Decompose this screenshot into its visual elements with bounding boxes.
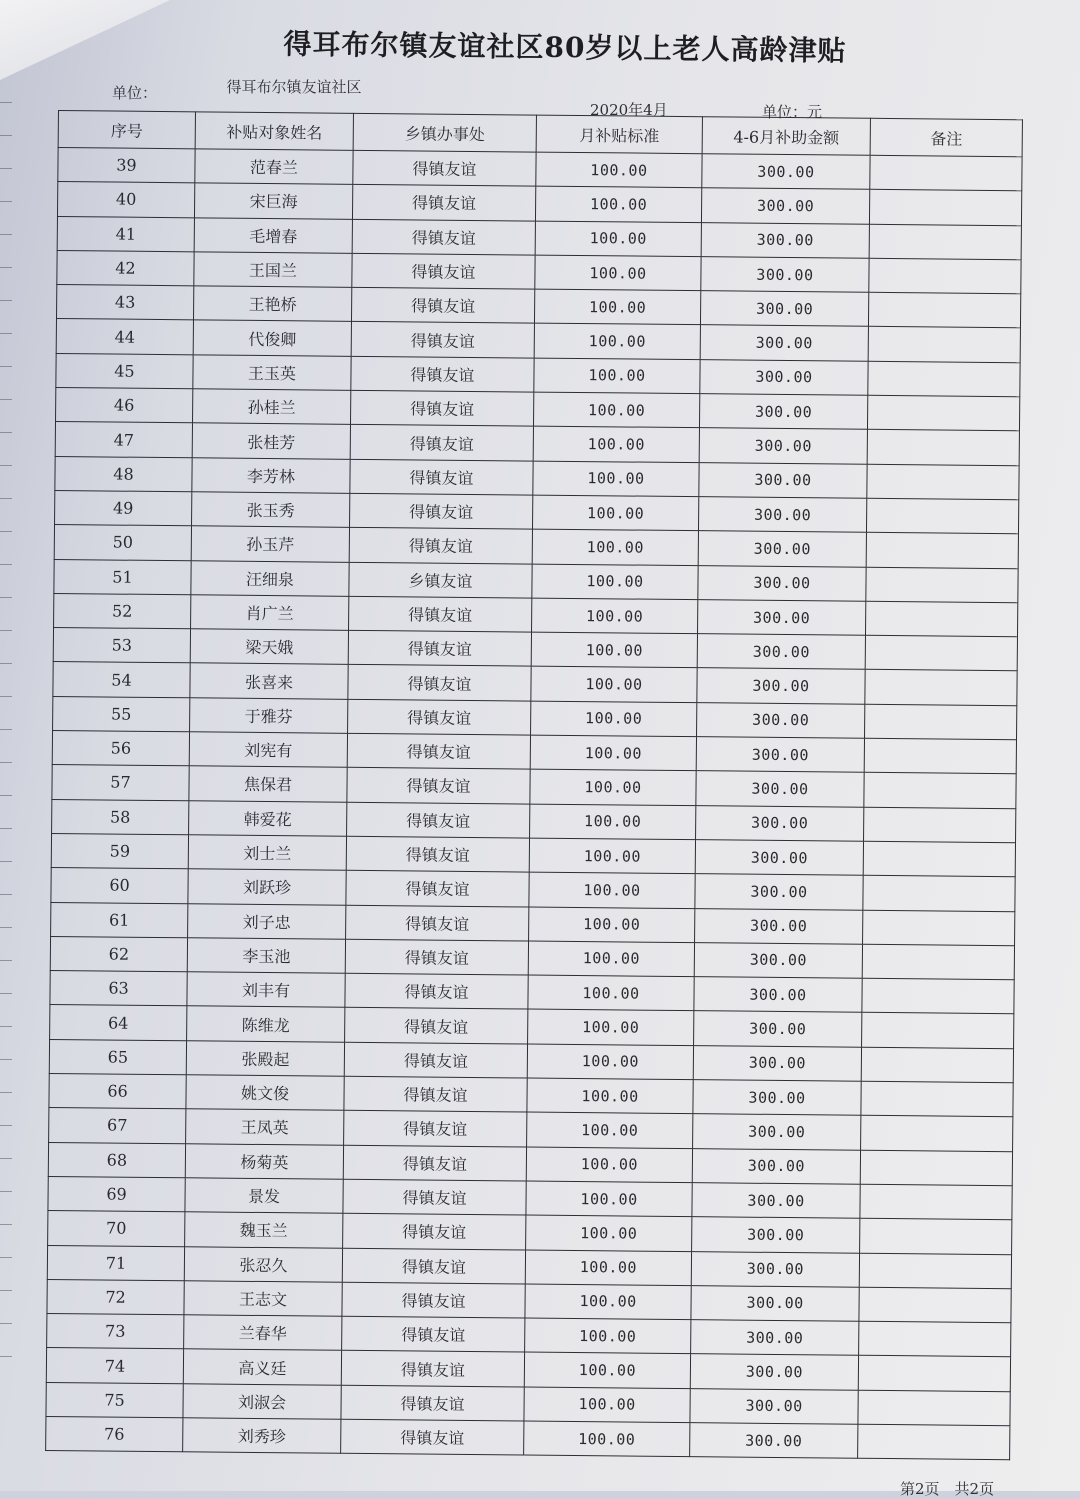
cell-quarter-amount: 300.00 [692,1148,860,1184]
cell-monthly-standard: 100.00 [534,358,700,394]
cell-monthly-standard: 100.00 [528,975,694,1011]
cell-seq: 53 [53,628,190,664]
cell-quarter-amount: 300.00 [695,908,863,944]
cell-monthly-standard: 100.00 [524,1387,690,1423]
cell-seq: 61 [51,902,188,938]
cell-remarks [860,1218,1012,1254]
cell-remarks [869,190,1021,226]
cell-monthly-standard: 100.00 [525,1284,691,1320]
header-monthly-standard: 月补贴标准 [536,115,702,154]
cell-remarks [862,978,1014,1014]
cell-seq: 72 [47,1279,184,1315]
cell-quarter-amount: 300.00 [691,1285,859,1321]
cell-office: 乡镇友谊 [349,562,532,598]
unit-value: 得耳布尔镇友谊社区 [226,78,362,96]
cell-seq: 71 [47,1245,184,1281]
cell-office: 得镇友谊 [353,150,536,186]
cell-remarks [860,1184,1012,1220]
cell-name: 梁天娥 [190,629,348,665]
cell-office: 得镇友谊 [344,1111,527,1147]
cell-name: 张殿起 [186,1040,344,1076]
cell-quarter-amount: 300.00 [699,394,867,430]
cell-seq: 54 [53,662,190,698]
cell-name: 焦保君 [189,766,347,802]
cell-quarter-amount: 300.00 [698,565,866,601]
cell-remarks [861,1047,1013,1083]
cell-office: 得镇友谊 [350,390,533,426]
cell-remarks [864,773,1016,809]
cell-office: 得镇友谊 [344,1042,527,1078]
cell-quarter-amount: 300.00 [697,702,865,738]
cell-remarks [861,1116,1013,1152]
cell-office: 得镇友谊 [344,1076,527,1112]
cell-office: 得镇友谊 [348,699,531,735]
cell-quarter-amount: 300.00 [701,257,869,293]
cell-monthly-standard: 100.00 [535,221,701,257]
cell-seq: 59 [51,833,188,869]
cell-monthly-standard: 100.00 [530,769,696,805]
cell-seq: 46 [56,388,193,424]
cell-name: 于雅芬 [190,698,348,734]
cell-remarks [870,155,1022,191]
cell-monthly-standard: 100.00 [531,701,697,737]
cell-office: 得镇友谊 [341,1385,524,1421]
cell-remarks [869,224,1021,260]
cell-quarter-amount: 300.00 [702,154,870,190]
cell-office: 得镇友谊 [348,630,531,666]
cell-quarter-amount: 300.00 [694,977,862,1013]
cell-name: 肖广兰 [191,595,349,631]
cell-remarks [868,361,1020,397]
cell-office: 得镇友谊 [342,1248,525,1284]
cell-monthly-standard: 100.00 [526,1181,692,1217]
cell-quarter-amount: 300.00 [696,771,864,807]
cell-seq: 68 [48,1142,185,1178]
cell-name: 刘子忠 [188,903,346,939]
cell-seq: 63 [50,971,187,1007]
cell-name: 刘宪有 [189,732,347,768]
cell-name: 刘士兰 [188,835,346,871]
cell-monthly-standard: 100.00 [535,255,701,291]
cell-monthly-standard: 100.00 [527,1044,693,1080]
cell-quarter-amount: 300.00 [697,668,865,704]
cell-monthly-standard: 100.00 [529,838,695,874]
cell-monthly-standard: 100.00 [528,941,694,977]
table-body [46,148,1022,1460]
currency-unit: 单位：元 [762,103,823,121]
cell-seq: 58 [52,799,189,835]
cell-remarks [866,498,1018,534]
cell-quarter-amount: 300.00 [694,1011,862,1047]
cell-office: 得镇友谊 [345,1008,528,1044]
cell-quarter-amount: 300.00 [690,1388,858,1424]
cell-seq: 69 [48,1176,185,1212]
subsidy-table [45,110,1023,1460]
cell-quarter-amount: 300.00 [696,805,864,841]
cell-remarks [867,395,1019,431]
cell-office: 得镇友谊 [348,665,531,701]
cell-quarter-amount: 300.00 [700,325,868,361]
cell-monthly-standard: 100.00 [528,1009,694,1045]
cell-monthly-standard: 100.00 [532,564,698,600]
cell-office: 得镇友谊 [351,288,534,324]
cell-monthly-standard: 100.00 [536,152,702,188]
header-office: 乡镇办事处 [353,113,536,152]
cell-remarks [868,327,1020,363]
cell-name: 刘丰有 [187,972,345,1008]
cell-office: 得镇友谊 [350,459,533,495]
cell-remarks [860,1150,1012,1186]
folded-corner [0,0,170,80]
cell-monthly-standard: 100.00 [530,804,696,840]
cell-name: 范春兰 [195,149,353,185]
cell-remarks [866,533,1018,569]
cell-quarter-amount: 300.00 [695,874,863,910]
cell-remarks [865,670,1017,706]
cell-monthly-standard: 100.00 [531,632,697,668]
cell-office: 得镇友谊 [349,596,532,632]
cell-monthly-standard: 100.00 [533,461,699,497]
cell-quarter-amount: 300.00 [699,462,867,498]
header-remarks: 备注 [870,118,1022,156]
cell-quarter-amount: 300.00 [695,840,863,876]
cell-name: 杨菊英 [185,1143,343,1179]
cell-remarks [865,635,1017,671]
cell-name: 张桂芳 [192,423,350,459]
cell-seq: 75 [46,1382,183,1418]
cell-seq: 48 [55,456,192,492]
cell-quarter-amount: 300.00 [701,222,869,258]
cell-name: 王凤英 [186,1109,344,1145]
cell-office: 得镇友谊 [351,322,534,358]
cell-seq: 49 [55,490,192,526]
report-date: 2020年4月 [590,101,668,119]
cell-name: 韩爱花 [189,800,347,836]
cell-seq: 62 [50,936,187,972]
cell-quarter-amount: 300.00 [700,291,868,327]
cell-monthly-standard: 100.00 [532,598,698,634]
cell-name: 宋巨海 [194,183,352,219]
cell-office: 得镇友谊 [345,939,528,975]
cell-name: 刘秀珍 [183,1418,341,1454]
cell-remarks [867,464,1019,500]
cell-name: 汪细泉 [191,560,349,596]
cell-remarks [861,1081,1013,1117]
cell-quarter-amount: 300.00 [693,1114,861,1150]
cell-quarter-amount: 300.00 [691,1320,859,1356]
cell-seq: 47 [55,422,192,458]
cell-remarks [859,1253,1011,1289]
cell-seq: 45 [56,353,193,389]
cell-remarks [869,258,1021,294]
cell-monthly-standard: 100.00 [525,1250,691,1286]
cell-monthly-standard: 100.00 [533,426,699,462]
cell-remarks [862,1013,1014,1049]
cell-remarks [863,910,1015,946]
cell-name: 张玉秀 [192,492,350,528]
cell-monthly-standard: 100.00 [534,324,700,360]
cell-name: 刘淑会 [183,1383,341,1419]
cell-office: 得镇友谊 [352,185,535,221]
cell-name: 高义廷 [183,1349,341,1385]
cell-seq: 76 [46,1416,183,1452]
cell-name: 代俊卿 [193,320,351,356]
cell-seq: 42 [57,250,194,286]
cell-monthly-standard: 100.00 [530,735,696,771]
cell-quarter-amount: 300.00 [693,1080,861,1116]
cell-name: 孙玉芹 [191,526,349,562]
cell-seq: 52 [54,593,191,629]
cell-monthly-standard: 100.00 [525,1318,691,1354]
cell-name: 孙桂兰 [192,389,350,425]
cell-name: 兰春华 [184,1315,342,1351]
cell-seq: 41 [57,216,194,252]
cell-seq: 64 [50,1005,187,1041]
cell-seq: 50 [54,525,191,561]
cell-quarter-amount: 300.00 [693,1045,861,1081]
cell-office: 得镇友谊 [352,253,535,289]
cell-quarter-amount: 300.00 [698,531,866,567]
cell-quarter-amount: 300.00 [690,1423,858,1459]
cell-remarks [859,1321,1011,1357]
cell-office: 得镇友谊 [342,1282,525,1318]
cell-name: 张忍久 [184,1246,342,1282]
cell-name: 陈维龙 [187,1006,345,1042]
cell-monthly-standard: 100.00 [527,1112,693,1148]
cell-monthly-standard: 100.00 [526,1147,692,1183]
cell-seq: 73 [47,1314,184,1350]
cell-office: 得镇友谊 [343,1145,526,1181]
document-title: 得耳布尔镇友谊社区80岁以上老人高龄津贴 [283,27,847,68]
cell-monthly-standard: 100.00 [529,872,695,908]
cell-monthly-standard: 100.00 [532,529,698,565]
cell-name: 景发 [185,1178,343,1214]
cell-quarter-amount: 300.00 [699,428,867,464]
cell-remarks [867,430,1019,466]
cell-office: 得镇友谊 [345,973,528,1009]
cell-office: 得镇友谊 [347,733,530,769]
cell-name: 李芳林 [192,457,350,493]
cell-name: 魏玉兰 [185,1212,343,1248]
cell-monthly-standard: 100.00 [524,1352,690,1388]
header-name: 补贴对象姓名 [195,112,353,151]
cell-name: 李玉池 [187,938,345,974]
cell-remarks [864,807,1016,843]
cell-monthly-standard: 100.00 [526,1215,692,1251]
cell-monthly-standard: 100.00 [527,1078,693,1114]
cell-quarter-amount: 300.00 [701,188,869,224]
cell-name: 张喜来 [190,663,348,699]
cell-seq: 70 [48,1211,185,1247]
cell-seq: 60 [51,868,188,904]
cell-seq: 67 [49,1108,186,1144]
cell-monthly-standard: 100.00 [529,907,695,943]
cell-remarks [858,1424,1010,1460]
cell-office: 得镇友谊 [352,219,535,255]
cell-office: 得镇友谊 [350,425,533,461]
cell-office: 得镇友谊 [343,1179,526,1215]
cell-quarter-amount: 300.00 [694,942,862,978]
cell-quarter-amount: 300.00 [690,1354,858,1390]
cell-quarter-amount: 300.00 [692,1183,860,1219]
cell-office: 得镇友谊 [341,1351,524,1387]
unit-label: 单位： [112,84,158,102]
cell-name: 王国兰 [194,252,352,288]
cell-seq: 43 [56,285,193,321]
binding-edge [0,80,12,1380]
cell-quarter-amount: 300.00 [700,359,868,395]
cell-remarks [858,1390,1010,1426]
cell-name: 王志文 [184,1281,342,1317]
cell-remarks [858,1356,1010,1392]
cell-office: 得镇友谊 [343,1213,526,1249]
cell-name: 王艳桥 [193,286,351,322]
cell-monthly-standard: 100.00 [533,392,699,428]
cell-monthly-standard: 100.00 [534,289,700,325]
cell-office: 得镇友谊 [347,802,530,838]
cell-office: 得镇友谊 [350,493,533,529]
cell-seq: 65 [49,1039,186,1075]
cell-quarter-amount: 300.00 [697,634,865,670]
cell-remarks [862,944,1014,980]
cell-quarter-amount: 300.00 [698,600,866,636]
header-quarter-amount: 4-6月补助金额 [702,117,870,156]
page-footer: 第2页 共2页 [900,1480,995,1498]
cell-seq: 57 [52,765,189,801]
cell-office: 得镇友谊 [346,836,529,872]
cell-office: 得镇友谊 [342,1316,525,1352]
cell-seq: 40 [57,182,194,218]
cell-name: 毛增春 [194,217,352,253]
cell-seq: 51 [54,559,191,595]
cell-office: 得镇友谊 [346,905,529,941]
cell-seq: 44 [56,319,193,355]
cell-monthly-standard: 100.00 [532,495,698,531]
cell-remarks [864,738,1016,774]
cell-seq: 55 [53,696,190,732]
cell-name: 王玉英 [193,355,351,391]
cell-remarks [863,841,1015,877]
cell-remarks [865,704,1017,740]
cell-office: 得镇友谊 [346,871,529,907]
cell-office: 得镇友谊 [341,1419,524,1455]
cell-monthly-standard: 100.00 [531,667,697,703]
cell-office: 得镇友谊 [347,768,530,804]
cell-seq: 74 [46,1348,183,1384]
cell-office: 得镇友谊 [351,356,534,392]
cell-seq: 39 [58,148,195,184]
cell-office: 得镇友谊 [349,528,532,564]
cell-remarks [866,567,1018,603]
cell-remarks [865,601,1017,637]
cell-seq: 56 [52,731,189,767]
cell-monthly-standard: 100.00 [535,186,701,222]
cell-quarter-amount: 300.00 [692,1217,860,1253]
subsidy-table-container [45,110,1022,1460]
cell-name: 姚文俊 [186,1075,344,1111]
cell-seq: 66 [49,1073,186,1109]
cell-name: 刘跃珍 [188,869,346,905]
cell-remarks [859,1287,1011,1323]
cell-quarter-amount: 300.00 [691,1251,859,1287]
header-seq: 序号 [58,111,195,149]
cell-quarter-amount: 300.00 [698,497,866,533]
cell-remarks [863,875,1015,911]
cell-remarks [868,292,1020,328]
cell-monthly-standard: 100.00 [524,1421,690,1457]
cell-quarter-amount: 300.00 [696,737,864,773]
